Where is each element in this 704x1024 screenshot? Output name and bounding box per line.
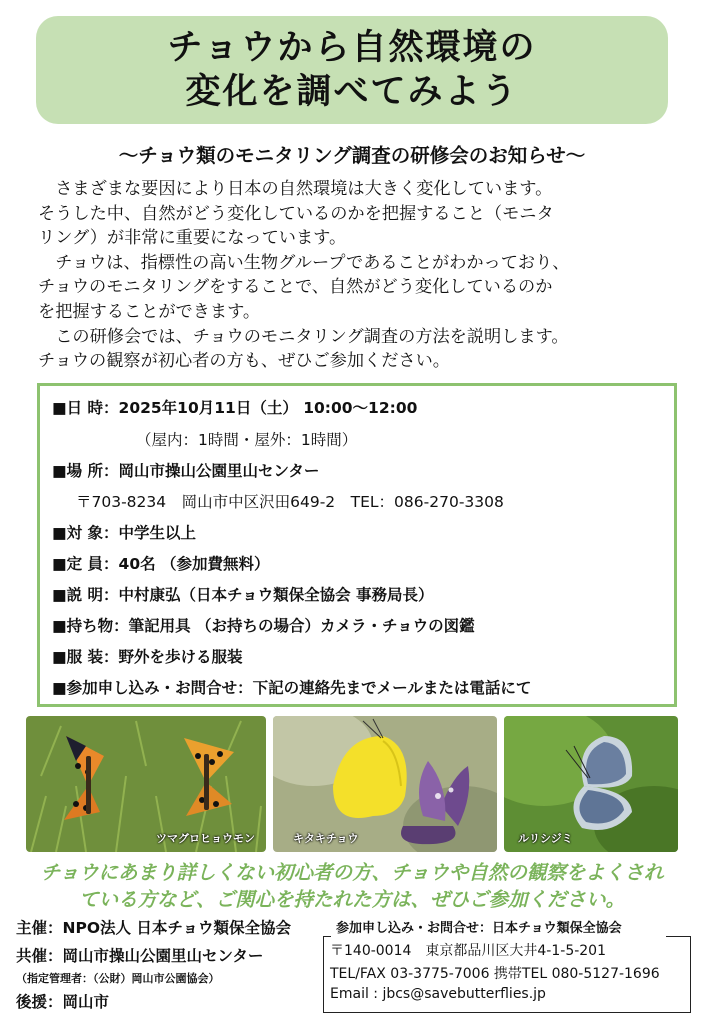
contact-address: 〒140-0014 東京都品川区大井4-1-5-201 [330, 943, 607, 959]
intro-text [38, 177, 678, 374]
contact-tel: TEL/FAX 03-3775-7006 携帯TEL 080-5127-1696 [330, 966, 660, 982]
detail-date: ■日 時：2025年10月11日（土） 10:00～12:00 [52, 399, 418, 417]
detail-clothing: ■服 装：野外を歩ける服装 [52, 648, 243, 666]
intro-line: チョウのモニタリングをすることで、自然がどう変化しているのか [38, 277, 553, 298]
title-line-2: 変化を調べてみよう [185, 72, 519, 112]
detail-target: ■対 象：中学生以上 [52, 524, 197, 542]
intro-line: この研修会では、チョウのモニタリング調査の方法を説明します。 [38, 326, 569, 347]
intro-line: チョウは、指標性の高い生物グループであることがわかっており、 [38, 252, 570, 273]
intro-line: さまざまな要因により日本の自然環境は大きく変化しています。 [38, 179, 553, 199]
organizer: 主催：NPO法人 日本チョウ類保全協会 [16, 919, 291, 937]
photo-caption: キタキチョウ [293, 832, 359, 845]
invite-line-1: チョウにあまり詳しくない初心者の方、チョウや自然の観察をよくされ [40, 861, 664, 884]
support: 後援：岡山市 [16, 993, 110, 1011]
title-line-1: チョウから自然環境の [167, 28, 537, 68]
event-details-box [37, 383, 677, 707]
detail-lecturer: ■説 明：中村康弘（日本チョウ類保全協会 事務局長） [52, 586, 434, 604]
intro-line: を把握することができます。 [38, 301, 261, 322]
intro-line: そうした中、自然がどう変化しているのかを把握すること（モニタ [38, 203, 554, 224]
invite-message [0, 859, 704, 913]
detail-items: ■持ち物：筆記用具 （お持ちの場合）カメラ・チョウの図鑑 [52, 617, 475, 635]
detail-place: ■場 所：岡山市操山公園里山センター [52, 462, 320, 480]
photo-rurishijimi [504, 716, 678, 852]
cohost-note: （指定管理者：（公財）岡山市公園協会） [16, 972, 220, 985]
invite-line-2: ている方など、ご関心を持たれた方は、ぜひご参加ください。 [78, 888, 625, 911]
detail-apply: ■参加申し込み・お問合せ：下記の連絡先までメールまたは電話にて [52, 679, 532, 697]
subtitle: ～チョウ類のモニタリング調査の研修会のお知らせ～ [118, 144, 586, 167]
photo-caption: ルリシジミ [518, 832, 573, 845]
detail-capacity: ■定 員：40名 （参加費無料） [52, 555, 270, 573]
detail-date-note: （屋内：1時間・屋外：1時間） [136, 431, 358, 449]
contact-box [323, 936, 691, 1013]
photo-tsumaguro [26, 716, 266, 852]
detail-address: 〒703-8234 岡山市中区沢田649-2 TEL：086-270-3308 [76, 493, 504, 511]
photo-kitakicho [273, 716, 497, 852]
photo-caption: ツマグロヒョウモン [156, 832, 255, 845]
contact-title: 参加申し込み・お問合せ：日本チョウ類保全協会 [332, 917, 626, 936]
intro-line: リング）が非常に重要になっています。 [38, 228, 347, 249]
title-banner [36, 16, 668, 124]
intro-line: チョウの観察が初心者の方も、ぜひご参加ください。 [38, 351, 450, 372]
cohost: 共催：岡山市操山公園里山センター [16, 947, 264, 965]
contact-email[interactable]: Email : jbcs@savebutterflies.jp [330, 986, 546, 1002]
